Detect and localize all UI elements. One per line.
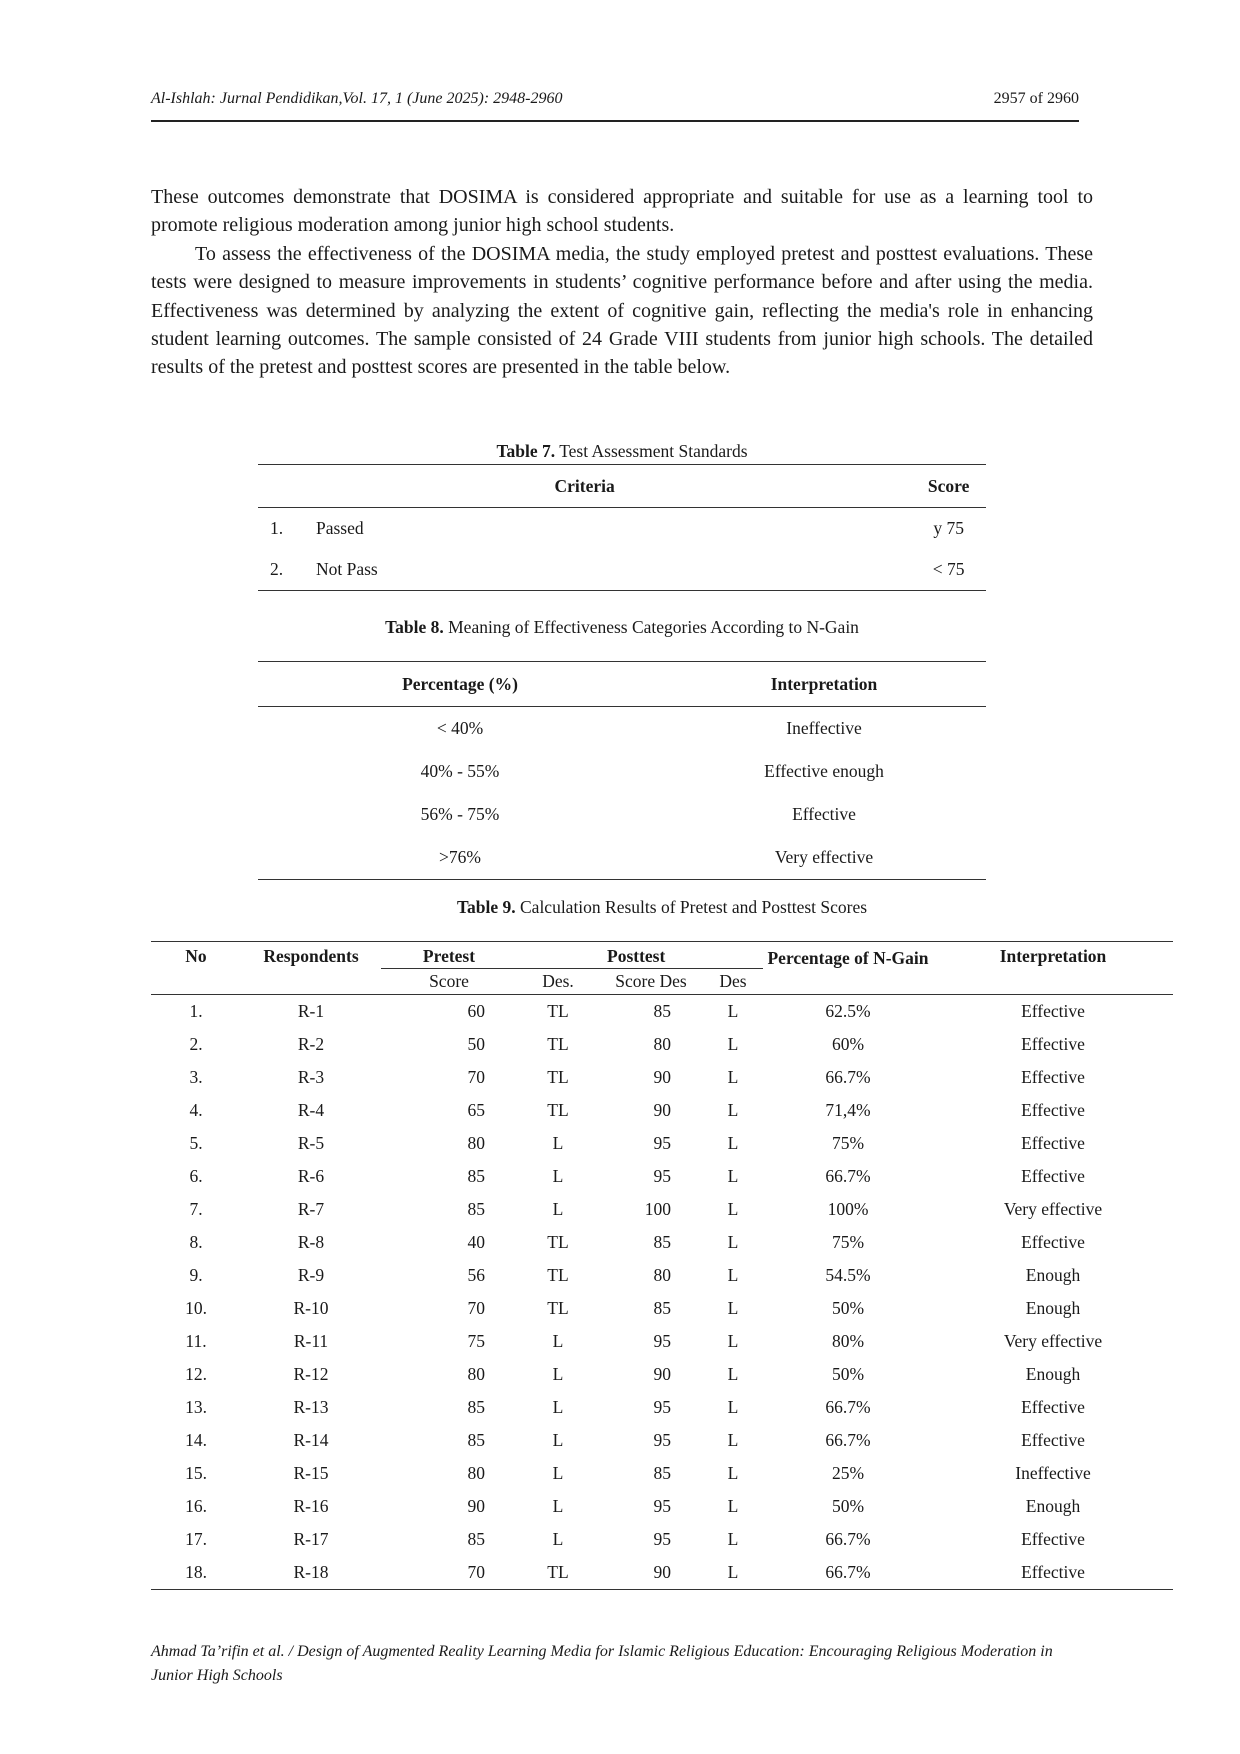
- score-cell: < 75: [932, 559, 965, 579]
- posttest-des-cell: L: [727, 1430, 739, 1450]
- interpretation-cell: Effective: [1021, 1529, 1085, 1549]
- no-cell: 3.: [189, 1067, 203, 1087]
- percentage-cell: >76%: [439, 847, 481, 867]
- respondent-cell: R-18: [293, 1562, 329, 1582]
- paragraph-2: To assess the effectiveness of the DOSIMA media, the study employed pretest and posttest evaluations. These tests were designed to measure improvements in students’ cognitive performance before and after using the media. Effectiveness was determined by analyzing the extent of cognitive gain, reflecting the media's role in enhancing student learning outcomes. The sample consisted of 24 Grade VIII students from junior high schools. The detailed results of the pretest and posttest scores are presented in the table below.: [151, 242, 1093, 379]
- posttest-des-cell: L: [727, 1199, 739, 1219]
- posttest-score-cell: 90: [653, 1100, 671, 1120]
- ngain-cell: 71,4%: [825, 1100, 871, 1120]
- respondent-cell: R-5: [297, 1133, 325, 1153]
- table7-header-criteria: Criteria: [258, 465, 911, 508]
- table8: [258, 661, 986, 880]
- interpretation-cell: Effective: [1021, 1067, 1085, 1087]
- respondent-cell: R-7: [297, 1199, 325, 1219]
- no-cell: 5.: [189, 1133, 203, 1153]
- table-row: [151, 1391, 1173, 1424]
- table-row: [151, 1226, 1173, 1259]
- pretest-score-cell: 56: [467, 1265, 485, 1285]
- posttest-des-cell: L: [727, 1496, 739, 1516]
- posttest-score-cell: 90: [653, 1067, 671, 1087]
- posttest-score-cell: 85: [653, 1001, 671, 1021]
- table-row: [151, 995, 1173, 1029]
- posttest-des-cell: L: [727, 1265, 739, 1285]
- table-row: [151, 1094, 1173, 1127]
- pretest-des-cell: TL: [547, 1067, 569, 1087]
- posttest-score-cell: 95: [653, 1496, 671, 1516]
- table9-header-respondents: Respondents: [241, 942, 381, 995]
- table9-title: Calculation Results of Pretest and Posttest Scores: [520, 897, 868, 917]
- posttest-des-cell: L: [727, 1001, 739, 1021]
- interpretation-cell: Effective: [792, 804, 856, 824]
- interpretation-cell: Effective: [1021, 1001, 1085, 1021]
- percentage-cell: < 40%: [436, 718, 484, 738]
- posttest-des-cell: L: [727, 1034, 739, 1054]
- ngain-cell: 66.7%: [825, 1430, 871, 1450]
- no-cell: 2.: [189, 1034, 203, 1054]
- table9: [151, 941, 1173, 1590]
- no-cell: 14.: [185, 1430, 207, 1450]
- interpretation-cell: Enough: [1025, 1265, 1081, 1285]
- table9-header-no: No: [151, 942, 241, 995]
- pretest-score-cell: 85: [467, 1430, 485, 1450]
- no-cell: 10.: [185, 1298, 207, 1318]
- table7-caption: [258, 441, 986, 462]
- paragraph-1: These outcomes demonstrate that DOSIMA is considered appropriate and suitable for use as a learning tool to promote religious moderation among junior high school students.: [151, 186, 1093, 237]
- table-row: [258, 549, 986, 591]
- page-number: 2957 of 2960: [993, 90, 1079, 107]
- running-footer: Ahmad Ta’rifin et al. / Design of Augmented Reality Learning Media for Islamic Religious Education: Encouraging Religious Moderation in Junior High Schools: [151, 1643, 1053, 1684]
- criteria-cell: Passed: [316, 518, 364, 538]
- pretest-des-cell: L: [552, 1133, 564, 1153]
- table8-header-percentage: Percentage (%): [258, 662, 662, 707]
- interpretation-cell: Enough: [1025, 1496, 1081, 1516]
- pretest-score-cell: 60: [467, 1001, 485, 1021]
- posttest-score-cell: 85: [653, 1298, 671, 1318]
- pretest-score-cell: 85: [467, 1199, 485, 1219]
- table-row: [151, 1457, 1173, 1490]
- body-text: [151, 183, 1093, 382]
- table9-header-posttest: Posttest: [607, 946, 666, 966]
- no-cell: 9.: [189, 1265, 203, 1285]
- running-header: [151, 90, 1079, 122]
- pretest-score-cell: 85: [467, 1397, 485, 1417]
- table9-subheader-des2: Des: [703, 969, 763, 995]
- no-cell: 18.: [185, 1562, 207, 1582]
- table-row: [258, 508, 986, 550]
- pretest-des-cell: TL: [547, 1298, 569, 1318]
- table-row: [151, 1127, 1173, 1160]
- pretest-score-cell: 90: [467, 1496, 485, 1516]
- posttest-score-cell: 90: [653, 1562, 671, 1582]
- table9-caption: [151, 897, 1173, 918]
- interpretation-cell: Effective enough: [764, 761, 884, 781]
- table-row: [258, 836, 986, 880]
- journal-citation: Al-Ishlah: Jurnal Pendidikan,Vol. 17, 1 (June 2025): 2948-2960: [151, 90, 563, 107]
- posttest-des-cell: L: [727, 1463, 739, 1483]
- pretest-des-cell: L: [552, 1463, 564, 1483]
- respondent-cell: R-1: [297, 1001, 325, 1021]
- table7-header-score: Score: [911, 465, 986, 508]
- table9-header-interpretation: Interpretation: [933, 942, 1173, 995]
- pretest-score-cell: 40: [467, 1232, 485, 1252]
- table9-label: Table 9.: [456, 897, 516, 917]
- posttest-score-cell: 95: [653, 1331, 671, 1351]
- ngain-cell: 50%: [831, 1364, 865, 1384]
- table9-subheader-score: Score: [381, 969, 517, 995]
- respondent-cell: R-6: [297, 1166, 325, 1186]
- no-cell: 12.: [185, 1364, 207, 1384]
- interpretation-cell: Effective: [1021, 1430, 1085, 1450]
- pretest-score-cell: 70: [467, 1067, 485, 1087]
- posttest-score-cell: 95: [653, 1166, 671, 1186]
- ngain-cell: 66.7%: [825, 1529, 871, 1549]
- posttest-score-cell: 90: [653, 1364, 671, 1384]
- no-cell: 4.: [189, 1100, 203, 1120]
- pretest-des-cell: L: [552, 1430, 564, 1450]
- ngain-cell: 75%: [831, 1133, 865, 1153]
- interpretation-cell: Effective: [1021, 1397, 1085, 1417]
- interpretation-cell: Effective: [1021, 1100, 1085, 1120]
- pretest-des-cell: L: [552, 1331, 564, 1351]
- pretest-score-cell: 75: [467, 1331, 485, 1351]
- ngain-cell: 60%: [831, 1034, 865, 1054]
- ngain-cell: 66.7%: [825, 1562, 871, 1582]
- respondent-cell: R-4: [297, 1100, 325, 1120]
- interpretation-cell: Effective: [1021, 1133, 1085, 1153]
- interpretation-cell: Enough: [1025, 1298, 1081, 1318]
- posttest-des-cell: L: [727, 1100, 739, 1120]
- posttest-score-cell: 80: [653, 1034, 671, 1054]
- pretest-des-cell: L: [552, 1199, 564, 1219]
- table-row: [258, 793, 986, 836]
- posttest-score-cell: 100: [644, 1199, 671, 1219]
- interpretation-cell: Enough: [1025, 1364, 1081, 1384]
- pretest-des-cell: L: [552, 1529, 564, 1549]
- respondent-cell: R-3: [297, 1067, 325, 1087]
- ngain-cell: 50%: [831, 1298, 865, 1318]
- no-cell: 11.: [185, 1331, 207, 1351]
- ngain-cell: 80%: [831, 1331, 865, 1351]
- posttest-des-cell: L: [727, 1562, 739, 1582]
- table8-header-interpretation: Interpretation: [662, 662, 986, 707]
- interpretation-cell: Ineffective: [786, 718, 862, 738]
- ngain-cell: 25%: [831, 1463, 865, 1483]
- pretest-score-cell: 80: [467, 1364, 485, 1384]
- ngain-cell: 66.7%: [825, 1166, 871, 1186]
- respondent-cell: R-17: [293, 1529, 329, 1549]
- pretest-des-cell: TL: [547, 1562, 569, 1582]
- ngain-cell: 62.5%: [825, 1001, 871, 1021]
- table9-subheader-score-des: Score Des: [599, 969, 703, 995]
- respondent-cell: R-15: [293, 1463, 329, 1483]
- table7-label: Table 7.: [496, 441, 556, 461]
- row-number: 2.: [270, 559, 284, 579]
- table-row: [151, 1358, 1173, 1391]
- ngain-cell: 66.7%: [825, 1067, 871, 1087]
- table-row: [151, 1193, 1173, 1226]
- table-row: [151, 1424, 1173, 1457]
- table8-label: Table 8.: [385, 617, 444, 637]
- score-cell: y 75: [933, 518, 964, 538]
- table-row: [151, 1325, 1173, 1358]
- posttest-score-cell: 95: [653, 1529, 671, 1549]
- table8-caption: [258, 617, 986, 638]
- interpretation-cell: Effective: [1021, 1232, 1085, 1252]
- interpretation-cell: Very effective: [1003, 1331, 1103, 1351]
- interpretation-cell: Ineffective: [1015, 1463, 1091, 1483]
- respondent-cell: R-10: [293, 1298, 329, 1318]
- posttest-des-cell: L: [727, 1166, 739, 1186]
- respondent-cell: R-9: [297, 1265, 325, 1285]
- ngain-cell: 75%: [831, 1232, 865, 1252]
- pretest-des-cell: L: [552, 1397, 564, 1417]
- no-cell: 17.: [185, 1529, 207, 1549]
- posttest-des-cell: L: [727, 1331, 739, 1351]
- pretest-score-cell: 65: [467, 1100, 485, 1120]
- posttest-score-cell: 95: [653, 1430, 671, 1450]
- posttest-des-cell: L: [727, 1364, 739, 1384]
- posttest-des-cell: L: [727, 1397, 739, 1417]
- no-cell: 7.: [189, 1199, 203, 1219]
- pretest-des-cell: L: [552, 1364, 564, 1384]
- pretest-score-cell: 70: [467, 1298, 485, 1318]
- ngain-cell: 66.7%: [825, 1397, 871, 1417]
- table-row: [258, 750, 986, 793]
- table-row: [151, 1259, 1173, 1292]
- table8-title: Meaning of Effectiveness Categories According to N-Gain: [448, 617, 859, 637]
- posttest-score-cell: 95: [653, 1133, 671, 1153]
- table9-subheader-des: Des.: [517, 969, 599, 995]
- posttest-score-cell: 85: [653, 1463, 671, 1483]
- row-number: 1.: [270, 518, 284, 538]
- criteria-cell: Not Pass: [316, 559, 378, 579]
- table-row: [151, 1490, 1173, 1523]
- ngain-cell: 100%: [827, 1199, 869, 1219]
- posttest-des-cell: L: [727, 1067, 739, 1087]
- pretest-score-cell: 50: [467, 1034, 485, 1054]
- table-row: [151, 1523, 1173, 1556]
- pretest-score-cell: 80: [467, 1133, 485, 1153]
- respondent-cell: R-14: [293, 1430, 329, 1450]
- pretest-des-cell: TL: [547, 1100, 569, 1120]
- percentage-cell: 40% - 55%: [420, 761, 500, 781]
- pretest-des-cell: TL: [547, 1232, 569, 1252]
- posttest-des-cell: L: [727, 1133, 739, 1153]
- pretest-des-cell: L: [552, 1496, 564, 1516]
- pretest-score-cell: 85: [467, 1529, 485, 1549]
- respondent-cell: R-13: [293, 1397, 329, 1417]
- pretest-score-cell: 70: [467, 1562, 485, 1582]
- pretest-des-cell: TL: [547, 1265, 569, 1285]
- interpretation-cell: Effective: [1021, 1562, 1085, 1582]
- posttest-score-cell: 80: [653, 1265, 671, 1285]
- no-cell: 1.: [189, 1001, 203, 1021]
- interpretation-cell: Very effective: [774, 847, 874, 867]
- posttest-des-cell: L: [727, 1529, 739, 1549]
- table-row: [151, 1556, 1173, 1590]
- ngain-cell: 50%: [831, 1496, 865, 1516]
- no-cell: 8.: [189, 1232, 203, 1252]
- table7-title: Test Assessment Standards: [559, 441, 748, 461]
- interpretation-cell: Very effective: [1003, 1199, 1103, 1219]
- ngain-cell: 54.5%: [825, 1265, 871, 1285]
- no-cell: 6.: [189, 1166, 203, 1186]
- table-row: [258, 707, 986, 751]
- table-row: [151, 1160, 1173, 1193]
- table-row: [151, 1028, 1173, 1061]
- no-cell: 15.: [185, 1463, 207, 1483]
- posttest-des-cell: L: [727, 1298, 739, 1318]
- table7: [258, 464, 986, 591]
- respondent-cell: R-2: [297, 1034, 325, 1054]
- pretest-des-cell: L: [552, 1166, 564, 1186]
- posttest-score-cell: 95: [653, 1397, 671, 1417]
- interpretation-cell: Effective: [1021, 1034, 1085, 1054]
- no-cell: 13.: [185, 1397, 207, 1417]
- table-row: [151, 1061, 1173, 1094]
- table9-header-pretest: Pretest: [422, 946, 476, 966]
- pretest-score-cell: 85: [467, 1166, 485, 1186]
- no-cell: 16.: [185, 1496, 207, 1516]
- pretest-score-cell: 80: [467, 1463, 485, 1483]
- percentage-cell: 56% - 75%: [420, 804, 500, 824]
- table9-header-ngain: Percentage of N-Gain: [763, 942, 933, 995]
- posttest-score-cell: 85: [653, 1232, 671, 1252]
- table-row: [151, 1292, 1173, 1325]
- pretest-des-cell: TL: [547, 1001, 569, 1021]
- respondent-cell: R-11: [293, 1331, 329, 1351]
- respondent-cell: R-16: [293, 1496, 329, 1516]
- respondent-cell: R-12: [293, 1364, 329, 1384]
- pretest-des-cell: TL: [547, 1034, 569, 1054]
- interpretation-cell: Effective: [1021, 1166, 1085, 1186]
- posttest-des-cell: L: [727, 1232, 739, 1252]
- respondent-cell: R-8: [297, 1232, 325, 1252]
